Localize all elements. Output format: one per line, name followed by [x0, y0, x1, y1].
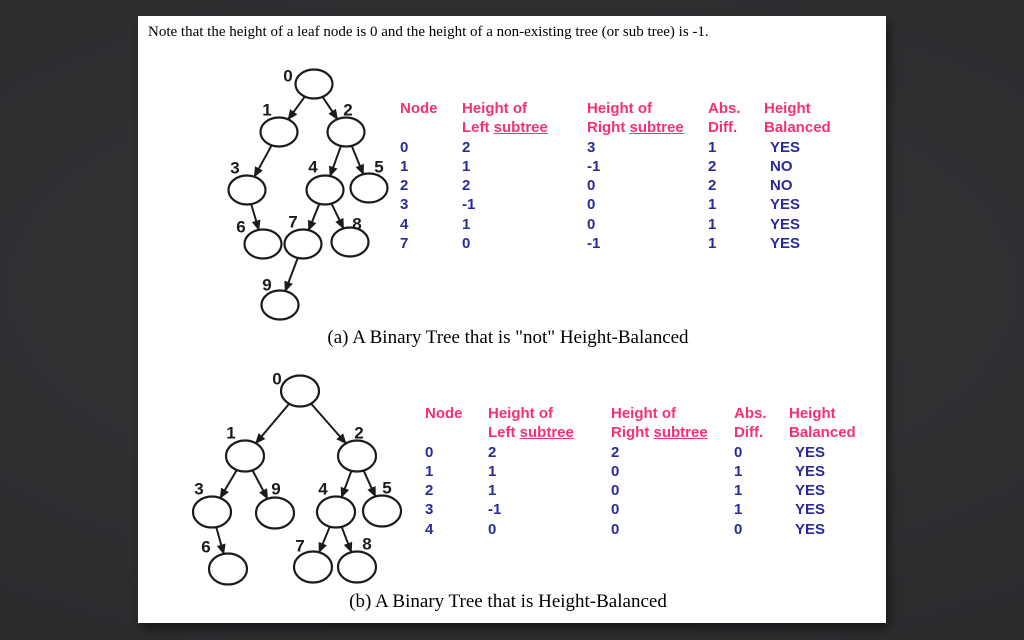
table-cell: 0	[611, 520, 620, 538]
tree-node-label: 7	[288, 212, 298, 232]
tree-node-label: 5	[374, 157, 384, 177]
table-cell: 1	[488, 462, 497, 480]
tree-edge	[352, 146, 364, 174]
tree-edge	[251, 204, 259, 230]
table-cell: 7	[400, 235, 409, 253]
table-cell: 1	[462, 157, 471, 175]
tree-node-circle	[281, 376, 319, 407]
table-cell: YES	[770, 235, 801, 253]
table-cell: 2	[611, 443, 620, 461]
table-cell: 1	[708, 215, 717, 233]
balance-table-b	[425, 404, 867, 539]
column-header: Height Balanced	[764, 100, 831, 137]
tree-node-circle	[328, 118, 365, 147]
table-cell: YES	[795, 443, 826, 461]
table-cell: 0	[462, 235, 471, 253]
tree-node-circle	[338, 441, 376, 472]
tree-node-label: 4	[318, 479, 328, 499]
table-cell: 0	[734, 520, 743, 538]
tree-node-label: 8	[362, 534, 372, 554]
table-cell: YES	[795, 462, 826, 480]
tree-b-balanced	[193, 370, 401, 585]
tree-node-circle	[245, 230, 282, 259]
table-cell: 0	[400, 138, 409, 156]
tree-node-circle	[296, 70, 333, 99]
tree-node-label: 0	[283, 66, 293, 86]
tree-node-label: 1	[262, 100, 272, 120]
table-cell: 4	[425, 520, 434, 538]
balance-table-a	[400, 99, 842, 253]
tree-node-circle	[351, 174, 388, 203]
table-cell: 4	[400, 215, 409, 233]
tree-node-label: 4	[308, 157, 318, 177]
tree-edge	[311, 404, 346, 444]
table-cell: -1	[462, 196, 476, 214]
table-cell: 2	[462, 177, 471, 195]
table-cell: 1	[488, 482, 497, 500]
table-cell: 3	[587, 138, 596, 156]
table-cell: 0	[611, 462, 620, 480]
table-cell: 0	[587, 177, 596, 195]
tree-node-circle	[226, 441, 264, 472]
column-header: Node	[425, 405, 463, 422]
tree-edge	[332, 204, 344, 229]
table-cell: -1	[587, 157, 601, 175]
tree-edge	[323, 97, 338, 119]
table-cell: 0	[488, 520, 497, 538]
table-cell: 1	[400, 157, 409, 175]
tree-edge	[216, 527, 224, 554]
table-cell: 1	[734, 462, 743, 480]
table-cell: 1	[425, 462, 434, 480]
table-cell: 0	[425, 443, 434, 461]
tree-edge	[342, 527, 352, 552]
column-header: Height Balanced	[789, 405, 856, 442]
table-cell: 0	[587, 196, 596, 214]
tree-edge	[330, 146, 341, 176]
table-cell: 0	[734, 443, 743, 461]
tree-edge	[256, 404, 289, 443]
table-cell: 2	[425, 482, 434, 500]
column-header: Abs. Diff.	[734, 405, 767, 442]
tree-node-label: 8	[352, 214, 362, 234]
tree-edge	[364, 471, 376, 497]
note-text: Note that the height of a leaf node is 0 and the height of a non-existing tree (or sub tree) is -1.	[148, 24, 709, 40]
column-header: Height of Right subtree	[611, 405, 708, 442]
table-cell: 0	[587, 215, 596, 233]
tree-node-circle	[285, 230, 322, 259]
tree-node-circle	[294, 552, 332, 583]
column-header: Node	[400, 100, 438, 117]
tree-node-label: 6	[201, 537, 211, 557]
table-cell: 2	[462, 138, 471, 156]
table-cell: 1	[734, 501, 743, 519]
table-cell: NO	[770, 177, 793, 195]
tree-edge	[342, 471, 352, 497]
table-cell: 2	[400, 177, 409, 195]
tree-edge	[319, 527, 330, 553]
tree-node-circle	[332, 228, 369, 257]
table-cell: 1	[708, 138, 717, 156]
table-cell: -1	[488, 501, 502, 519]
column-header: Height of Right subtree	[587, 100, 684, 137]
tree-node-label: 6	[236, 217, 246, 237]
tree-node-circle	[229, 176, 266, 205]
tree-edge	[285, 258, 298, 291]
table-cell: 2	[708, 177, 717, 195]
tree-edge	[252, 470, 267, 499]
tree-node-circle	[261, 118, 298, 147]
table-cell: 1	[708, 196, 717, 214]
table-cell: YES	[795, 520, 826, 538]
table-cell: 1	[462, 215, 471, 233]
tree-node-label: 9	[262, 275, 272, 295]
table-cell: 3	[400, 196, 409, 214]
caption-a: (a) A Binary Tree that is "not" Height-Balanced	[327, 327, 689, 348]
tree-edge	[309, 204, 320, 230]
table-cell: 3	[425, 501, 434, 519]
table-cell: YES	[795, 501, 826, 519]
tree-node-circle	[193, 497, 231, 528]
table-cell: 1	[734, 482, 743, 500]
tree-node-circle	[262, 291, 299, 320]
table-cell: -1	[587, 235, 601, 253]
table-cell: 1	[708, 235, 717, 253]
tree-edge	[254, 145, 271, 176]
column-header: Abs. Diff.	[708, 100, 741, 137]
tree-edge	[220, 470, 237, 498]
tree-node-circle	[256, 498, 294, 529]
table-cell: YES	[795, 482, 826, 500]
column-header: Height of Left subtree	[488, 405, 574, 442]
tree-node-label: 2	[343, 100, 353, 120]
tree-node-label: 9	[271, 479, 281, 499]
tree-node-circle	[317, 497, 355, 528]
table-cell: 2	[708, 157, 717, 175]
table-cell: YES	[770, 196, 801, 214]
table-cell: NO	[770, 157, 793, 175]
tree-node-circle	[338, 552, 376, 583]
tree-node-circle	[209, 554, 247, 585]
tree-node-circle	[307, 176, 344, 205]
tree-node-circle	[363, 496, 401, 527]
tree-edge	[288, 97, 305, 120]
column-header: Height of Left subtree	[462, 100, 548, 137]
tree-node-label: 5	[382, 478, 392, 498]
caption-b: (b) A Binary Tree that is Height-Balanced	[349, 591, 667, 612]
table-cell: 2	[488, 443, 497, 461]
tree-node-label: 2	[354, 423, 364, 443]
tree-node-label: 3	[194, 479, 204, 499]
tree-node-label: 1	[226, 423, 236, 443]
tree-node-label: 0	[272, 369, 282, 389]
tree-node-label: 7	[295, 536, 305, 556]
table-cell: 0	[611, 482, 620, 500]
tree-node-label: 3	[230, 158, 240, 178]
table-cell: YES	[770, 215, 801, 233]
tree-a-not-balanced	[229, 67, 388, 320]
slide-panel	[138, 16, 886, 623]
table-cell: 0	[611, 501, 620, 519]
table-cell: YES	[770, 138, 801, 156]
